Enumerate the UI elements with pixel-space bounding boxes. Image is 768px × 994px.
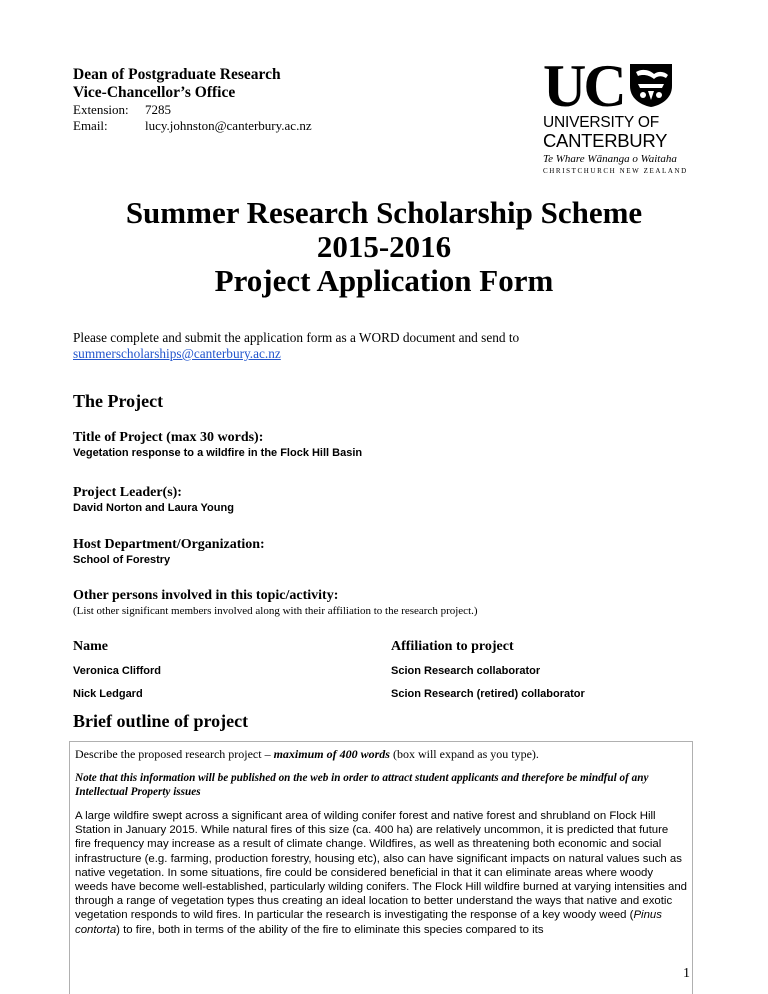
person-name-1[interactable]: Veronica Clifford xyxy=(73,665,162,677)
crest-icon xyxy=(628,62,674,108)
extension-value: 7285 xyxy=(145,102,171,117)
office-block xyxy=(73,66,312,134)
logo-maori-name: Te Whare Wānanga o Waitaha xyxy=(543,153,677,165)
logo-canterbury: CANTERBURY xyxy=(543,130,668,151)
project-leader-label: Project Leader(s): xyxy=(73,485,182,500)
title-line-2: 2015-2016 xyxy=(316,229,452,264)
person-affiliation-1[interactable]: Scion Research collaborator xyxy=(391,665,541,677)
other-persons-label: Other persons involved in this topic/activity: xyxy=(73,588,339,603)
email-value: lucy.johnston@canterbury.ac.nz xyxy=(145,118,312,133)
intro-paragraph xyxy=(73,330,693,362)
title-of-project-value[interactable]: Vegetation response to a wildfire in the Flock Hill Basin xyxy=(73,447,363,459)
column-header-name: Name xyxy=(73,639,108,654)
logo-university-of: UNIVERSITY OF xyxy=(543,114,659,131)
person-name-2[interactable]: Nick Ledgard xyxy=(73,688,143,700)
extension-row xyxy=(73,102,312,118)
column-header-affiliation: Affiliation to project xyxy=(391,639,514,654)
host-department-value[interactable]: School of Forestry xyxy=(73,554,171,566)
section-heading-outline: Brief outline of project xyxy=(73,711,249,731)
intro-text: Please complete and submit the application form as a WORD document and send to xyxy=(73,330,520,345)
university-logo xyxy=(543,53,695,176)
email-label: Email: xyxy=(73,118,108,133)
dean-title: Dean of Postgraduate Research xyxy=(73,66,281,83)
section-heading-project: The Project xyxy=(73,391,164,411)
email-row xyxy=(73,118,312,134)
page-number: 1 xyxy=(683,966,690,981)
title-line-1: Summer Research Scholarship Scheme xyxy=(125,195,643,230)
page-title xyxy=(0,196,768,298)
outline-body-text[interactable]: A large wildfire swept across a significant area of wilding conifer forest and native forest and shrubland on Flock Hill Station in January 2015. While natural fires of this size (ca. 400 ha) are relatively uncommon, it is predicted that future fire frequency may increase as a result of climate change. Wildfires, as well as threatening both economic and social infrastructure (e.g. farming, production forestry, housing etc), also can have significant impacts on natural values such as native vegetation. In some situations, fire could be considered beneficial in that it can eliminate areas where woody weeds have become well-established, particularly wilding conifers. The Flock Hill wildfire burned at varying intensities and through a range of vegetation types thus creating an ideal location to better understand the ways that native and exotic vegetation responds to wild fires. In particular the research is investigating the response of a key woody weed (Pinus contorta) to fire, both in terms of the ability of the fire to eliminate this species compared to its xyxy=(75,810,688,936)
host-department-label: Host Department/Organization: xyxy=(73,537,265,552)
title-of-project-label: Title of Project (max 30 words): xyxy=(73,430,264,445)
extension-label: Extension: xyxy=(73,102,129,117)
logo-city: CHRISTCHURCH NEW ZEALAND xyxy=(543,167,688,175)
submission-email-link[interactable]: summerscholarships@canterbury.ac.nz xyxy=(73,346,281,361)
logo-uc-letters: UC xyxy=(543,53,624,119)
title-line-3: Project Application Form xyxy=(214,263,554,298)
other-persons-note: (List other significant members involved along with their affiliation to the research project.) xyxy=(73,605,478,617)
person-affiliation-2[interactable]: Scion Research (retired) collaborator xyxy=(391,688,585,700)
ip-warning: Note that this information will be published on the web in order to attract student applicants and therefore be mindful of any Intellectual Property issues xyxy=(75,772,649,798)
office-name: Vice-Chancellor’s Office xyxy=(73,84,236,101)
outline-instructions: Describe the proposed research project – maximum of 400 words (box will expand as you type). xyxy=(75,747,539,761)
project-outline-box[interactable] xyxy=(69,741,693,994)
project-leader-value[interactable]: David Norton and Laura Young xyxy=(73,502,234,514)
